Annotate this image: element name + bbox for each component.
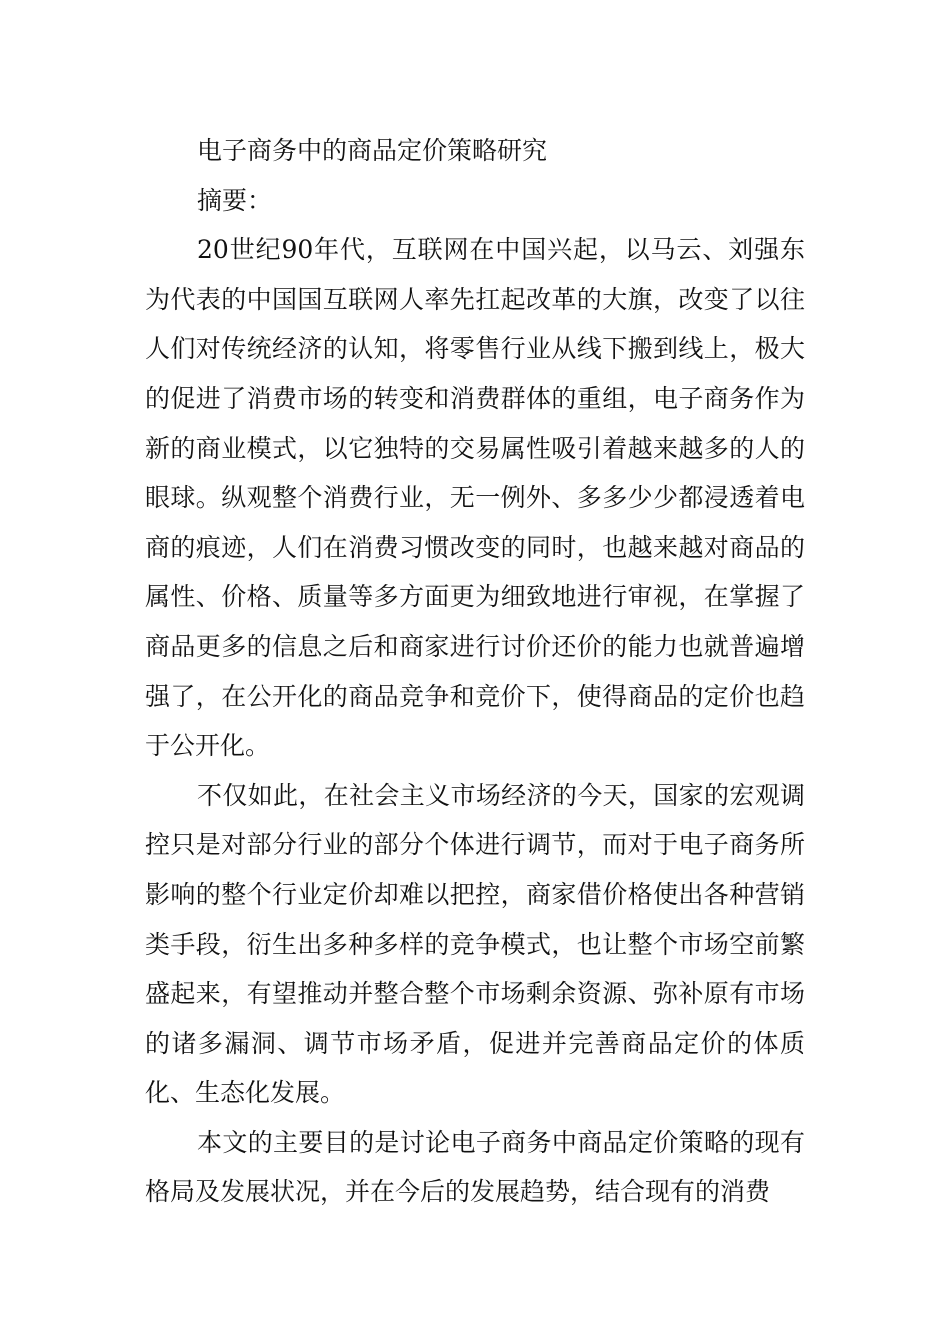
abstract-label: 摘要：: [197, 185, 273, 215]
paragraph-2: 不仅如此，在社会主义市场经济的今天，国家的宏观调控只是对部分行业的部分个体进行调节，而对于电子商务所影响的整个行业定价却难以把控，商家借价格使出各种营销类手段，衍生出多种多样的竞争模式，也让整个市场空前繁盛起来，有望推动并整合整个市场剩余资源、弥补原有市场的诸多漏洞、调节市场矛盾，促进并完善商品定价的体质化、生态化发展。: [145, 780, 805, 1108]
paragraph-3: 本文的主要目的是讨论电子商务中商品定价策略的现有格局及发展状况，并在今后的发展趋势，结合现有的消费: [145, 1127, 805, 1207]
document-title: 电子商务中的商品定价策略研究: [197, 136, 548, 165]
paragraph-1: 20世纪90年代，互联网在中国兴起，以马云、刘强东为代表的中国国互联网人率先扛起改革的大旗，改变了以往人们对传统经济的认知，将零售行业从线下搬到线上，极大的促进了消费市场的转变和消费群体的重组，电子商务作为新的商业模式，以它独特的交易属性吸引着越来越多的人的眼球。纵观整个消费行业，无一例外、多多少少都浸透着电商的痕迹，人们在消费习惯改变的同时，也越来越对商品的属性、价格、质量等多方面更为细致地进行审视，在掌握了商品更多的信息之后和商家进行讨价还价的能力也就普遍增强了，在公开化的商品竞争和竞价下，使得商品的定价也趋于公开化。: [145, 235, 805, 761]
document-body: [145, 126, 805, 1217]
